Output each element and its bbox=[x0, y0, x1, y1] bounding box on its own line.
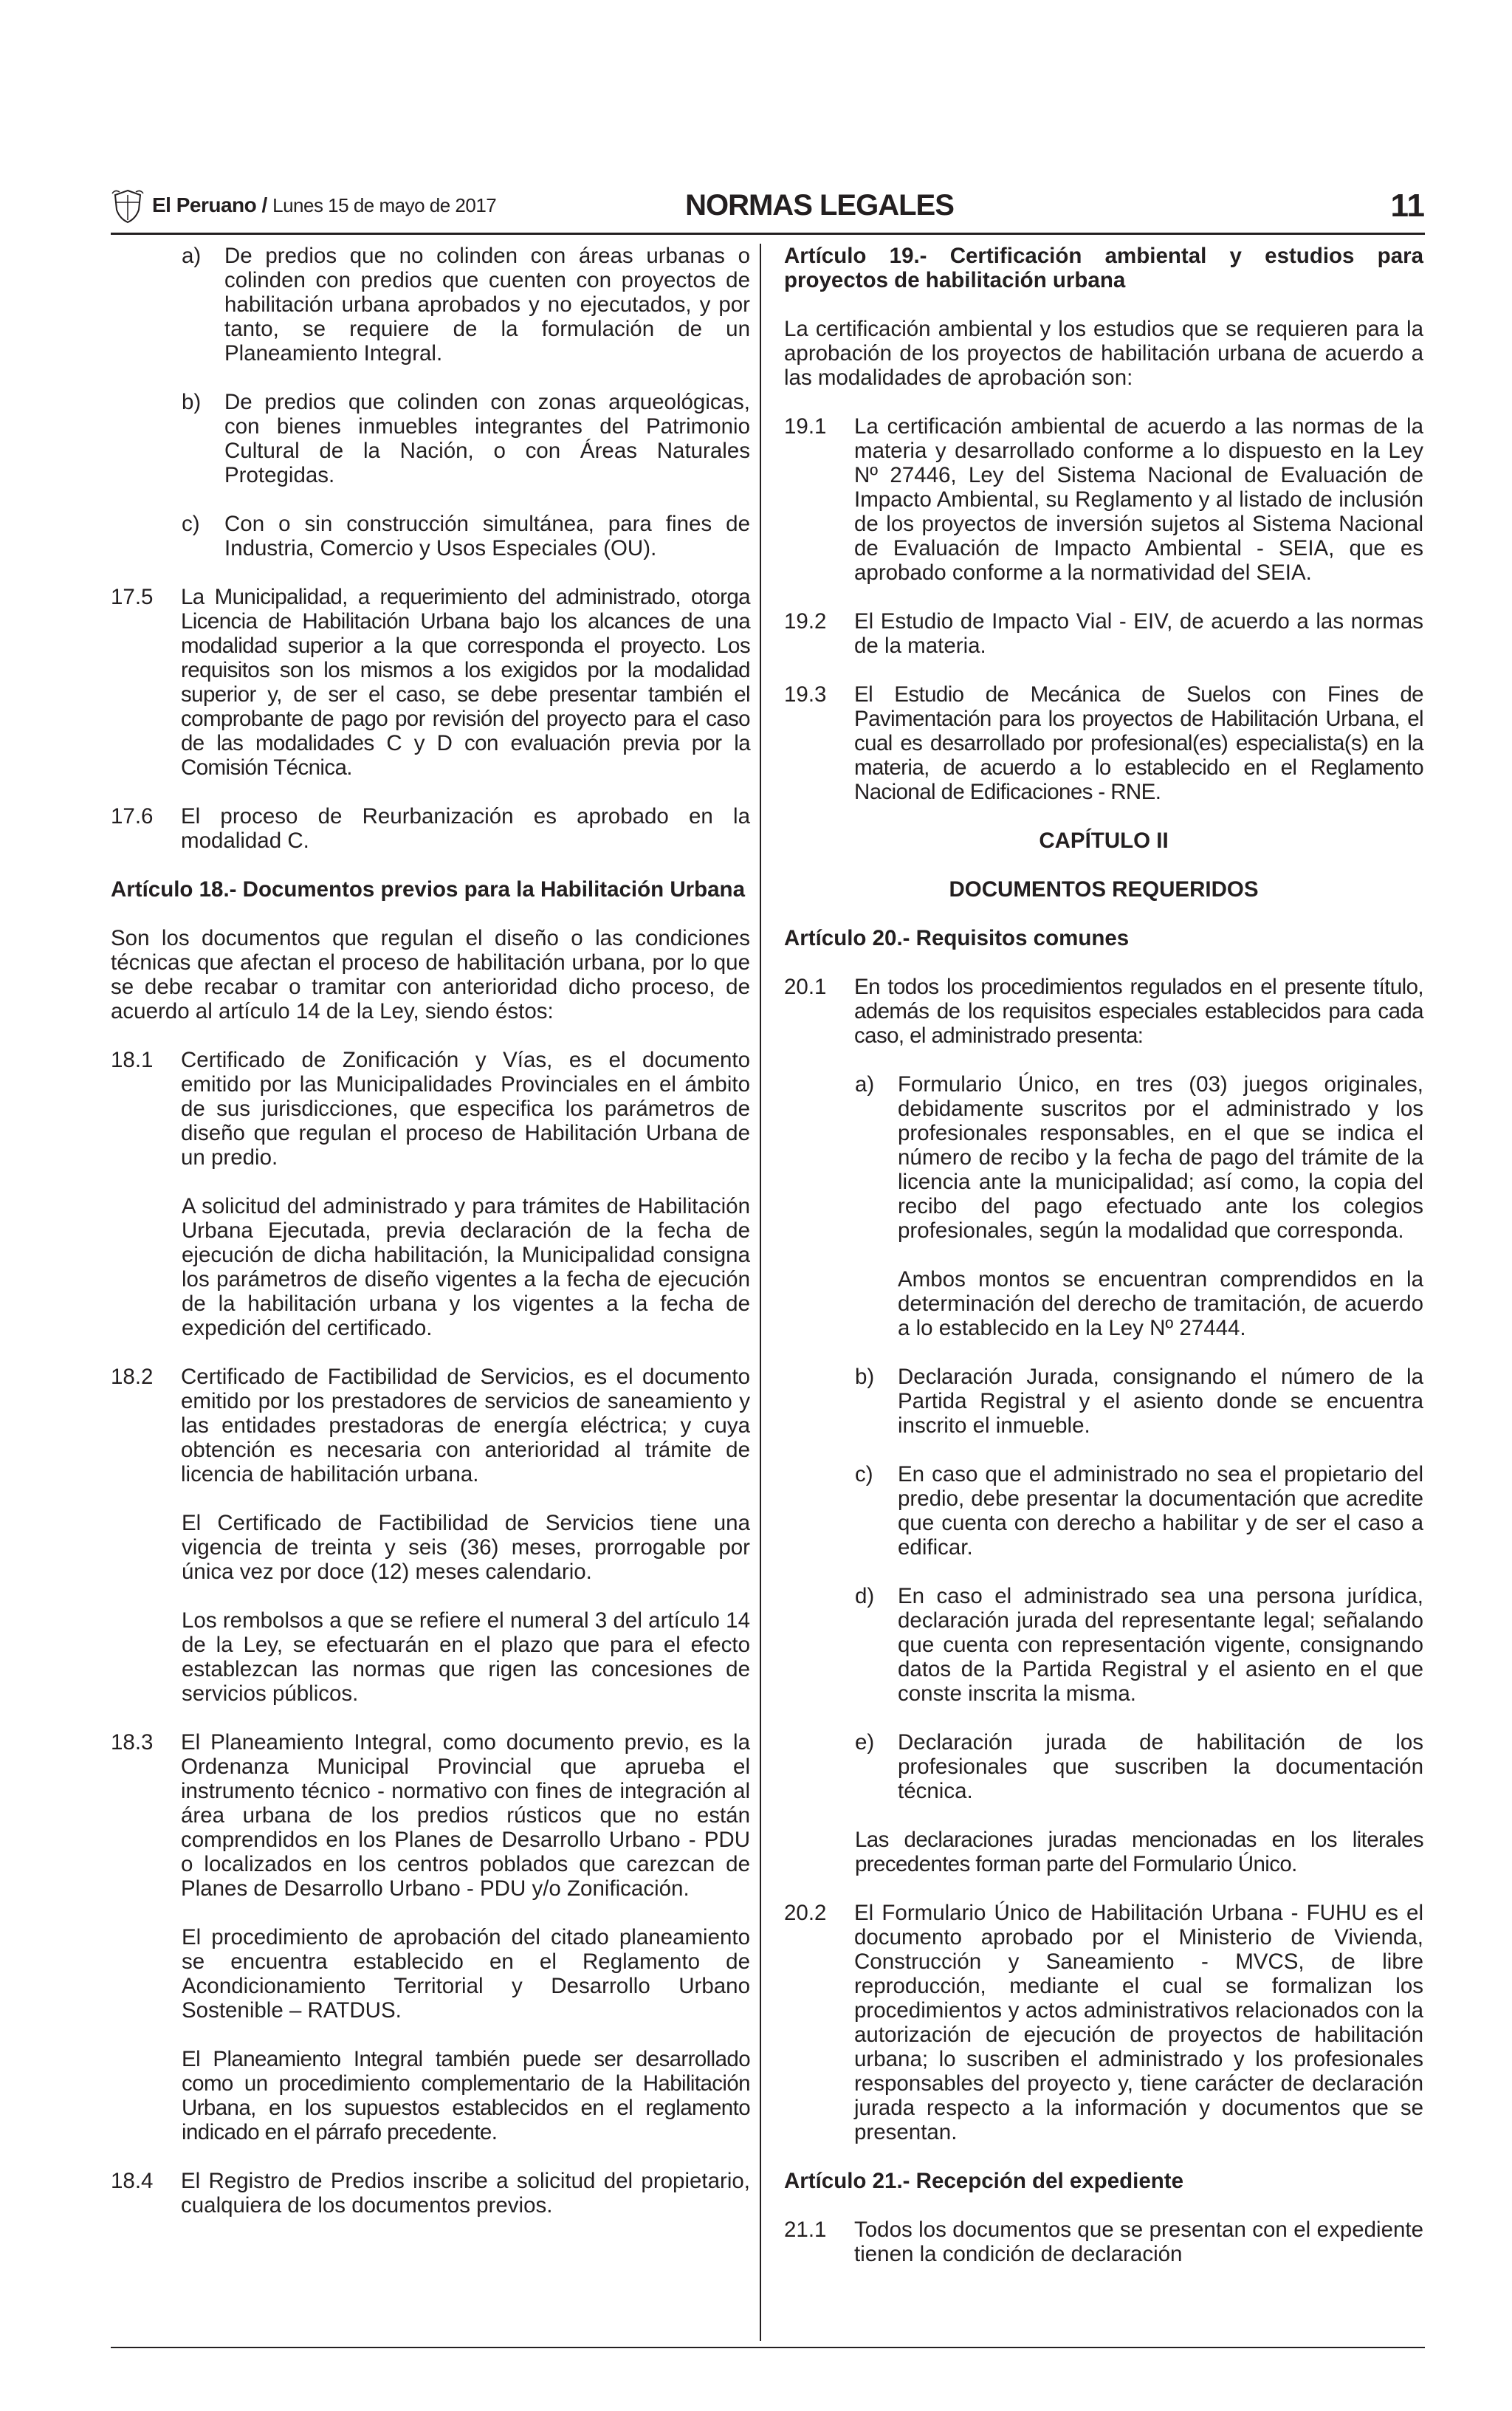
footer-rule bbox=[111, 2347, 1425, 2348]
paragraph-text: Los rembolsos a que se refiere el numeral 3 del artículo 14 de la Ley, se efectuarán en el plazo que para el efecto establezcan las normas que rigen las concesiones de servicios públicos. bbox=[182, 1608, 750, 1706]
header-rule bbox=[111, 233, 1425, 235]
list-item bbox=[784, 1584, 1423, 1706]
column-divider bbox=[760, 244, 761, 2341]
numbered-item bbox=[111, 1048, 750, 1170]
left-column bbox=[111, 244, 750, 2242]
right-column bbox=[784, 244, 1423, 2291]
numbered-item bbox=[111, 1730, 750, 1901]
item-paragraph bbox=[111, 2047, 750, 2144]
paragraph-text: El procedimiento de aprobación del citado planeamiento se encuentra establecido en el Reglamento de Acondicionamiento Territorial y Desarrollo Urbano Sostenible – RATDUS. bbox=[182, 1925, 750, 2023]
list-item bbox=[784, 1072, 1423, 1243]
item-label: a) bbox=[855, 1072, 875, 1097]
item-label: b) bbox=[855, 1365, 875, 1389]
item-label: c) bbox=[855, 1462, 873, 1486]
item-number: 17.5 bbox=[111, 585, 154, 609]
list-item bbox=[111, 512, 750, 560]
item-text: La Municipalidad, a requerimiento del administrado, otorga Licencia de Habilitación Urbana bajo los alcances de una modalidad superior a la que corresponda el proyecto. Los requisitos son los mismos a los exigidos por la modalidad superior y, de ser el caso, se debe presentar también el comprobante de pago por revisión del proyecto para el caso de las modalidades C y D con evaluación previa por la Comisión Técnica. bbox=[181, 585, 750, 780]
list-item bbox=[784, 1730, 1423, 1803]
item-number: 21.1 bbox=[784, 2218, 827, 2242]
article-heading: Artículo 20.- Requisitos comunes bbox=[784, 926, 1130, 950]
list-item bbox=[111, 244, 750, 366]
numbered-item bbox=[111, 585, 750, 780]
item-paragraph bbox=[111, 1194, 750, 1340]
chapter-title: DOCUMENTOS REQUERIDOS bbox=[949, 877, 1259, 902]
article-heading: Artículo 21.- Recepción del expediente bbox=[784, 2169, 1183, 2193]
item-number: 20.2 bbox=[784, 1901, 827, 1925]
item-label: c) bbox=[182, 512, 200, 536]
paragraph-text: Ambos montos se encuentran comprendidos en la determinación del derecho de tramitación, de acuerdo a lo establecido en la Ley Nº 27444. bbox=[898, 1267, 1423, 1340]
page-number: 11 bbox=[1390, 188, 1425, 224]
numbered-item bbox=[111, 1365, 750, 1486]
numbered-item bbox=[784, 975, 1423, 1048]
item-text: El Estudio de Impacto Vial - EIV, de acuerdo a las normas de la materia. bbox=[854, 609, 1423, 658]
item-label: b) bbox=[182, 390, 202, 414]
paragraph-text: El Certificado de Factibilidad de Servicios tiene una vigencia de treinta y seis (36) meses, prorrogable por única vez por doce (12) meses calendario. bbox=[182, 1511, 750, 1584]
article-heading: Artículo 18.- Documentos previos para la Habilitación Urbana bbox=[111, 877, 745, 902]
item-text: De predios que colinden con zonas arqueológicas, con bienes inmuebles integrantes del Patrimonio Cultural de la Nación, o con Áreas Naturales Protegidas. bbox=[224, 390, 750, 487]
list-item bbox=[784, 1462, 1423, 1560]
newspaper-name: El Peruano / bbox=[152, 193, 267, 216]
paragraph-text: El Planeamiento Integral también puede ser desarrollado como un procedimiento complementario de la Habilitación Urbana, en los supuestos establecidos en el reglamento indicado en el párrafo precedente. bbox=[182, 2047, 750, 2144]
item-text: De predios que no colinden con áreas urbanas o colinden con predios que cuenten con proyectos de habilitación urbana aprobados y no ejecutados, y por tanto, se requiere de la formulación de un Planeamiento Integral. bbox=[224, 244, 750, 366]
item-text: En caso el administrado sea una persona jurídica, declaración jurada del representante legal; señalando que cuenta con representación vigente, consignando datos de la Partida Registral y el asiento en el que conste inscrita la misma. bbox=[898, 1584, 1423, 1706]
item-number: 19.1 bbox=[784, 414, 827, 439]
article-intro: La certificación ambiental y los estudios que se requieren para la aprobación de los proyectos de habilitación urbana de acuerdo a las modalidades de aprobación son: bbox=[784, 317, 1423, 390]
item-paragraph bbox=[784, 1267, 1423, 1340]
item-text: Con o sin construcción simultánea, para fines de Industria, Comercio y Usos Especiales (OU). bbox=[224, 512, 750, 560]
item-paragraph bbox=[784, 1828, 1423, 1876]
item-text: El proceso de Reurbanización es aprobado en la modalidad C. bbox=[181, 804, 750, 853]
article-heading: Artículo 19.- Certificación ambiental y estudios para proyectos de habilitación urbana bbox=[784, 244, 1423, 292]
item-text: Formulario Único, en tres (03) juegos originales, debidamente suscritos por el administrado y los profesionales responsables, en el que se indica el número de recibo y la fecha de pago del trámite de la licencia ante la municipalidad; así como, la copia del recibo del pago efectuado ante los colegios profesionales, según la modalidad que corresponda. bbox=[898, 1072, 1423, 1243]
numbered-item bbox=[111, 2169, 750, 2218]
item-number: 18.3 bbox=[111, 1730, 154, 1755]
section-title: NORMAS LEGALES bbox=[685, 189, 954, 222]
numbered-item bbox=[111, 804, 750, 853]
coat-of-arms-icon bbox=[111, 188, 145, 224]
item-number: 18.1 bbox=[111, 1048, 154, 1072]
item-text: El Registro de Predios inscribe a solicitud del propietario, cualquiera de los documentos previos. bbox=[181, 2169, 750, 2218]
masthead bbox=[152, 193, 496, 217]
numbered-item bbox=[784, 2218, 1423, 2266]
item-text: En caso que el administrado no sea el propietario del predio, debe presentar la documentación que acredite que cuenta con derecho a habilitar y de ser el caso a edificar. bbox=[898, 1462, 1423, 1560]
item-paragraph bbox=[111, 1511, 750, 1584]
item-number: 18.2 bbox=[111, 1365, 154, 1389]
page-header bbox=[111, 183, 1425, 229]
item-text: Declaración jurada de habilitación de los profesionales que suscriben la documentación técnica. bbox=[898, 1730, 1423, 1803]
item-number: 19.3 bbox=[784, 682, 827, 707]
item-label: a) bbox=[182, 244, 202, 268]
article-intro: Son los documentos que regulan el diseño o las condiciones técnicas que afectan el proceso de habilitación urbana, por lo que se debe recabar o tramitar con anterioridad dicho proceso, de acuerdo al artículo 14 de la Ley, siendo éstos: bbox=[111, 926, 750, 1023]
item-paragraph bbox=[111, 1608, 750, 1706]
item-text: La certificación ambiental de acuerdo a las normas de la materia y desarrollado conforme a lo dispuesto en la Ley Nº 27446, Ley del Sistema Nacional de Evaluación de Impacto Ambiental, su Reglamento y al listado de inclusión de los proyectos de inversión sujetos al Sistema Nacional de Evaluación de Impacto Ambiental - SEIA, que es aprobado conforme a la normatividad del SEIA. bbox=[854, 414, 1423, 585]
numbered-item bbox=[784, 682, 1423, 804]
paragraph-text: A solicitud del administrado y para trámites de Habilitación Urbana Ejecutada, previa declaración de la fecha de ejecución de dicha habilitación, la Municipalidad consigna los parámetros de diseño vigentes a la fecha de ejecución de la habilitación urbana y los vigentes a la fecha de expedición del certificado. bbox=[182, 1194, 750, 1340]
item-text: El Estudio de Mecánica de Suelos con Fines de Pavimentación para los proyectos de Habilitación Urbana, el cual es desarrollado por profesional(es) especialista(s) en la materia, de acuerdo a lo establecido en el Reglamento Nacional de Edificaciones - RNE. bbox=[854, 682, 1423, 804]
item-text: Todos los documentos que se presentan con el expediente tienen la condición de declaración bbox=[854, 2218, 1423, 2266]
item-label: e) bbox=[855, 1730, 875, 1755]
item-text: El Formulario Único de Habilitación Urbana - FUHU es el documento aprobado por el Ministerio de Vivienda, Construcción y Saneamiento - MVCS, de libre reproducción, mediante el cual se formalizan los procedimientos y actos administrativos relacionados con la autorización de ejecución de proyectos de habilitación urbana; lo suscriben el administrado y los profesionales responsables del proyecto y, tiene carácter de declaración jurada respecto a la información y documentos que se presentan. bbox=[854, 1901, 1423, 2144]
paragraph-text: Las declaraciones juradas mencionadas en los literales precedentes forman parte del Formulario Único. bbox=[855, 1828, 1423, 1876]
list-item bbox=[784, 1365, 1423, 1438]
item-text: El Planeamiento Integral, como documento previo, es la Ordenanza Municipal Provincial que aprueba el instrumento técnico - normativo con fines de integración al área urbana de los predios rústicos que no están comprendidos en los Planes de Desarrollo Urbano - PDU o localizados en los centros poblados que carezcan de Planes de Desarrollo Urbano - PDU y/o Zonificación. bbox=[181, 1730, 750, 1901]
item-number: 18.4 bbox=[111, 2169, 154, 2193]
item-text: En todos los procedimientos regulados en el presente título, además de los requisitos especiales establecidos para cada caso, el administrado presenta: bbox=[854, 975, 1423, 1048]
chapter-number: CAPÍTULO II bbox=[1039, 829, 1169, 853]
item-text: Certificado de Factibilidad de Servicios, es el documento emitido por los prestadores de servicios de saneamiento y las entidades prestadoras de energía eléctrica; y cuya obtención es necesaria con anterioridad al trámite de licencia de habilitación urbana. bbox=[181, 1365, 750, 1486]
item-label: d) bbox=[855, 1584, 875, 1608]
item-paragraph bbox=[111, 1925, 750, 2023]
issue-date: Lunes 15 de mayo de 2017 bbox=[272, 194, 497, 216]
numbered-item bbox=[784, 414, 1423, 585]
item-number: 17.6 bbox=[111, 804, 154, 829]
numbered-item bbox=[784, 609, 1423, 658]
numbered-item bbox=[784, 1901, 1423, 2144]
item-text: Declaración Jurada, consignando el número de la Partida Registral y el asiento donde se encuentra inscrito el inmueble. bbox=[898, 1365, 1423, 1438]
item-text: Certificado de Zonificación y Vías, es el documento emitido por las Municipalidades Provinciales en el ámbito de sus jurisdicciones, que especifica los parámetros de diseño que regulan el proceso de Habilitación Urbana de un predio. bbox=[181, 1048, 750, 1170]
item-number: 19.2 bbox=[784, 609, 827, 634]
list-item bbox=[111, 390, 750, 487]
item-number: 20.1 bbox=[784, 975, 827, 999]
